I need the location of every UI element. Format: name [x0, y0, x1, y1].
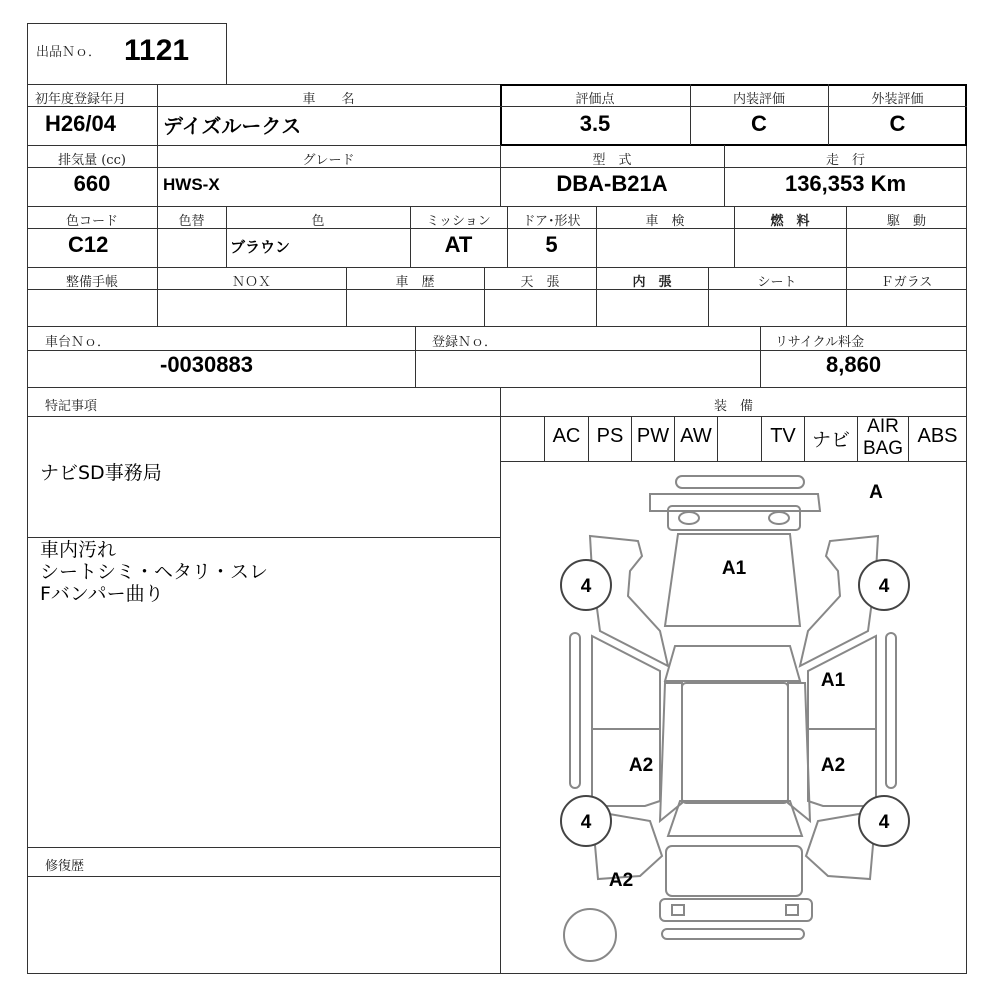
mark-hood: A1 [721, 558, 747, 579]
drive-label: 駆 動 [886, 214, 926, 229]
equip-item-navi: ナビ [811, 429, 850, 451]
equip-item-ps: PS [596, 425, 624, 447]
roof-label: 天 張 [520, 275, 560, 290]
score-label: 評価点 [575, 92, 615, 107]
seat-label: シート [757, 275, 797, 290]
car-name-label: 車 名 [302, 92, 355, 107]
mark-right-rear-door: A2 [820, 755, 846, 776]
recycle-label: リサイクル料金 [775, 335, 865, 350]
lot-box [27, 23, 227, 85]
equip-item-tv: TV [770, 425, 796, 447]
registration-label: 登録Ｎｏ． [432, 335, 498, 350]
equip-item-ac: AC [552, 425, 581, 447]
equip-item-aw: AW [680, 425, 712, 447]
glass-label: Ｆガラス [880, 275, 933, 290]
chassis-value: -0030883 [160, 352, 253, 377]
grade-value: HWS-X [163, 175, 220, 194]
inspection-label: 車 検 [645, 214, 685, 229]
equip-item-airbag: AIR BAG [862, 416, 904, 459]
recycle-value: 8,860 [826, 352, 882, 377]
score-value: 3.5 [579, 111, 611, 136]
grade-label: グレード [302, 153, 355, 168]
lot-number: 1121 [124, 34, 190, 67]
first-reg-label: 初年度登録年月 [35, 92, 127, 107]
tire-rl: 4 [580, 812, 592, 833]
lot-label: 出品Ｎｏ． [36, 45, 102, 60]
mission-value: AT [444, 232, 473, 257]
mark-left-rear-door: A2 [628, 755, 654, 776]
tire-fr: 4 [878, 576, 890, 597]
interior-label: 内装評価 [732, 92, 785, 107]
displacement-value: 660 [73, 171, 111, 196]
color-change-label: 色替 [178, 214, 205, 229]
door-value: 5 [545, 232, 558, 257]
door-label: ドア･形状 [522, 214, 581, 229]
special-text: ナビSD事務局 [40, 462, 162, 484]
tire-rr: 4 [878, 812, 890, 833]
color-label: 色 [311, 214, 325, 229]
mileage-label: 走 行 [825, 153, 865, 168]
mark-front-bumper: A [869, 482, 883, 503]
mark-left-rear-quarter: A2 [608, 870, 634, 891]
fuel-label: 燃 料 [770, 214, 810, 229]
mission-label: ミッション [426, 214, 491, 229]
special-label: 特記事項 [45, 399, 98, 414]
condition-text: 車内汚れ シートシミ・ヘタリ・スレ Fバンパー曲り [40, 539, 269, 605]
damage-marks [609, 482, 883, 891]
interior-value: C [751, 111, 767, 136]
repair-label: 修復歴 [45, 859, 85, 874]
color-code-value: C12 [68, 232, 109, 257]
equip-item-abs: ABS [917, 425, 958, 447]
car-diagram [500, 461, 967, 974]
model-label: 型 式 [592, 153, 632, 168]
equip-item-pw: PW [636, 425, 670, 447]
color-code-label: 色コード [65, 214, 118, 229]
tire-fl: 4 [580, 576, 592, 597]
mileage-value: 136,353 Km [784, 171, 907, 196]
history-label: 車 歴 [395, 275, 435, 290]
maintenance-label: 整備手帳 [65, 275, 118, 290]
mark-right-front-door: A1 [820, 670, 846, 691]
chassis-label: 車台Ｎｏ． [45, 335, 111, 350]
exterior-value: C [889, 111, 906, 136]
exterior-label: 外装評価 [871, 92, 924, 107]
displacement-label: 排気量 (cc) [58, 153, 126, 168]
first-reg-value: H26/04 [45, 111, 116, 136]
model-value: DBA-B21A [556, 171, 668, 196]
interior-trim-label: 内 張 [632, 275, 672, 290]
car-name-value: デイズルークス [163, 114, 302, 138]
color-value: ブラウン [230, 238, 291, 256]
equipment-label: 装 備 [713, 399, 753, 414]
nox-label: ＮＯＸ [231, 275, 271, 290]
